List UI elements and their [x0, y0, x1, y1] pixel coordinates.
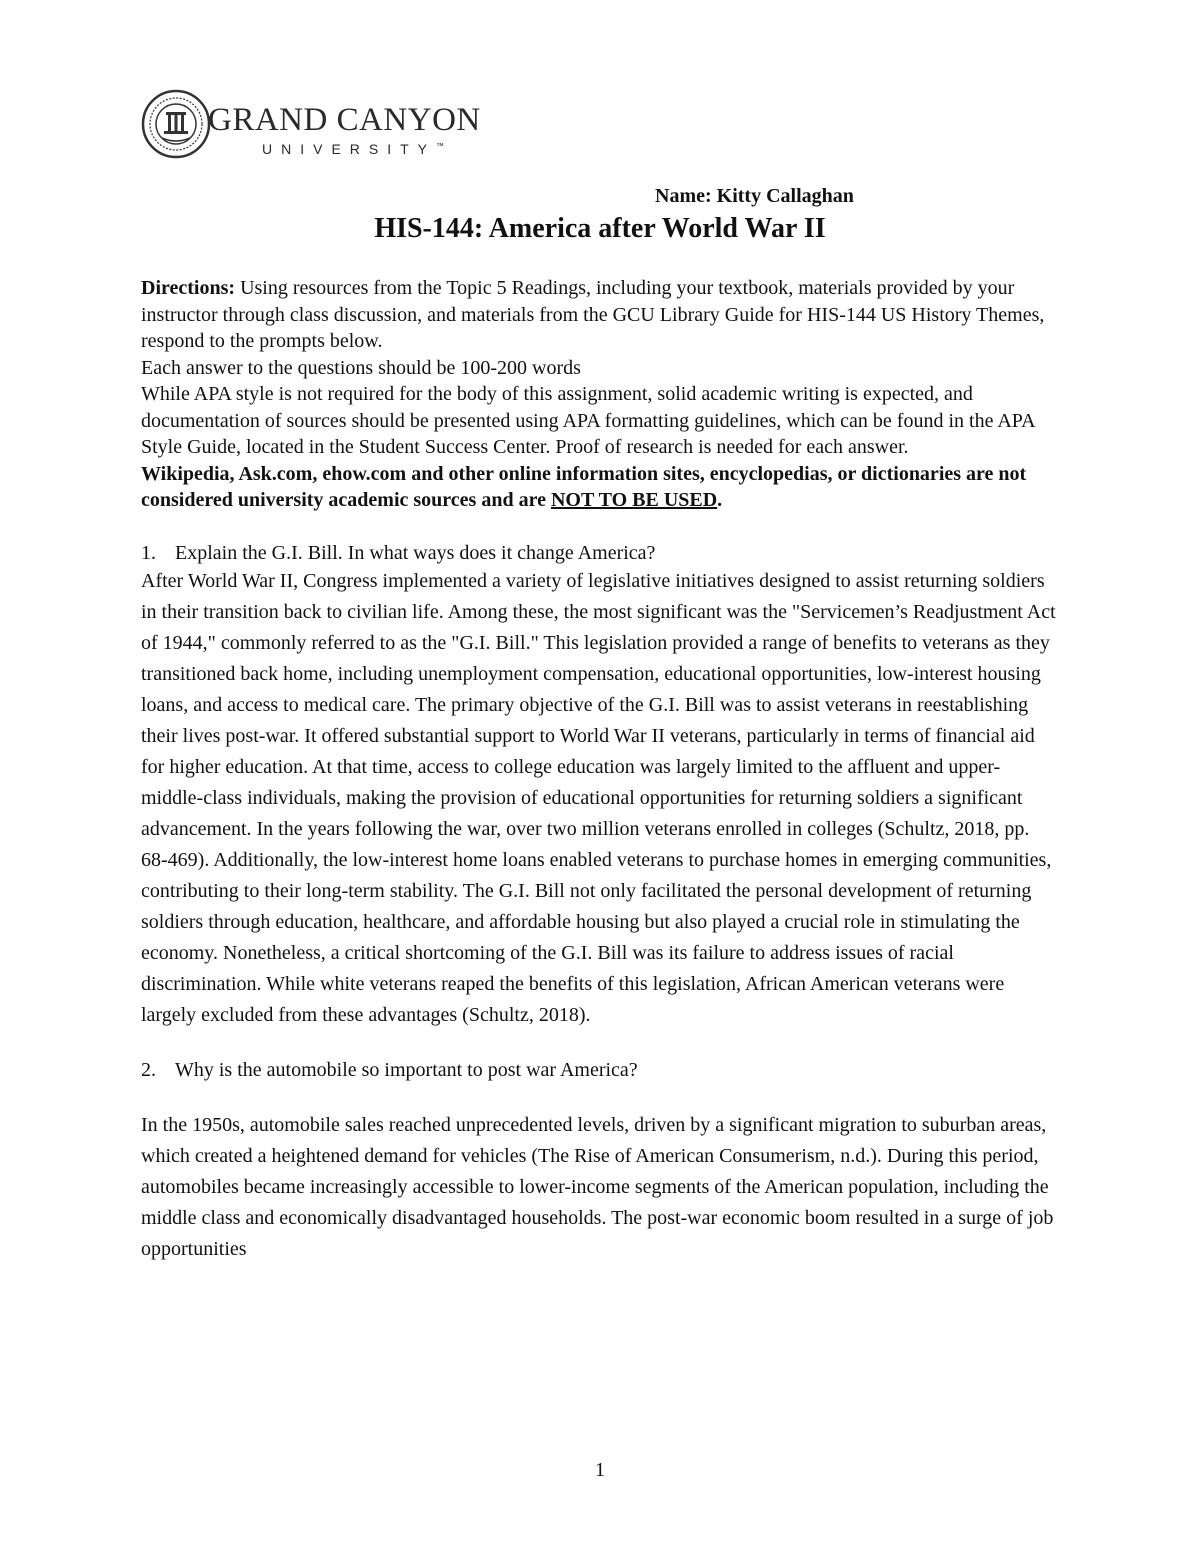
directions-label: Directions:	[141, 277, 236, 299]
university-seal-icon	[140, 88, 212, 160]
sources-warning: Wikipedia, Ask.com, ehow.com and other online information sites, encyclopedias, or dictionaries are not considered university academic sources and are NOT TO BE USED.	[141, 462, 1027, 511]
question-2	[141, 1057, 1061, 1084]
question-prompt: Why is the automobile so important to post war America?	[175, 1059, 638, 1081]
university-logo	[140, 88, 481, 164]
directions-text: Using resources from the Topic 5 Readings, including your textbook, materials provided by your instructor through class discussion, and materials from the GCU Library Guide for HIS-144 US History Themes, respond to the prompts below.	[141, 277, 1045, 352]
answer-2: In the 1950s, automobile sales reached unprecedented levels, driven by a significant migration to suburban areas, which created a heightened demand for vehicles (The Rise of American Consumerism, n.d.). During this period, automobiles became increasingly accessible to lower-income segments of the American population, including the middle class and economically disadvantaged households. The post-war economic boom resulted in a surge of job opportunities	[141, 1113, 1054, 1260]
apa-instruction: While APA style is not required for the body of this assignment, solid academic writing is expected, and documentation of sources should be presented using APA formatting guidelines, which can be found in the APA Style Guide, located in the Student Success Center. Proof of research is needed for each answer.	[141, 383, 1035, 458]
word-count-instruction: Each answer to the questions should be 100-200 words	[141, 356, 581, 379]
question-1	[141, 540, 1061, 567]
question-number: 1.	[141, 541, 156, 564]
not-to-be-used: NOT TO BE USED	[550, 489, 718, 511]
page-number: 1	[595, 1459, 605, 1481]
student-name: Name: Kitty Callaghan	[655, 185, 854, 207]
answer-1: After World War II, Congress implemented a variety of legislative initiatives designed to assist returning soldiers in their transition back to civilian life. Among these, the most significant was the "Servicemen’s Readjustment Act of 1944," commonly referred to as the "G.I. Bill." This legislation provided a range of benefits to veterans as they transitioned back home, including unemployment compensation, educational opportunities, low-interest housing loans, and access to medical care. The primary objective of the G.I. Bill was to assist veterans in reestablishing their lives post-war. It offered substantial support to World War II veterans, particularly in terms of financial aid for higher education. At that time, access to college education was largely limited to the affluent and upper-middle-class individuals, making the provision of educational opportunities for returning soldiers a significant advancement. In the years following the war, over two million veterans enrolled in colleges (Schultz, 2018, pp. 68-469). Additionally, the low-interest home loans enabled veterans to purchase homes in emerging communities, contributing to their long-term stability. The G.I. Bill not only facilitated the personal development of returning soldiers through education, healthcare, and affordable housing but also played a crucial role in stimulating the economy. Nonetheless, a critical shortcoming of the G.I. Bill was its failure to address issues of racial discrimination. While white veterans reaped the benefits of this legislation, African American veterans were largely excluded from these advantages (Schultz, 2018).	[141, 570, 1056, 1026]
document-body	[141, 275, 1061, 1265]
question-prompt: Explain the G.I. Bill. In what ways does it change America?	[175, 541, 656, 564]
logo-subtitle: UNIVERSITY™	[262, 141, 445, 157]
logo-wordmark: GRAND CANYON	[208, 102, 481, 138]
directions-paragraph	[141, 275, 1061, 355]
question-number: 2.	[141, 1059, 156, 1081]
page-title: HIS-144: America after World War II	[374, 213, 826, 244]
